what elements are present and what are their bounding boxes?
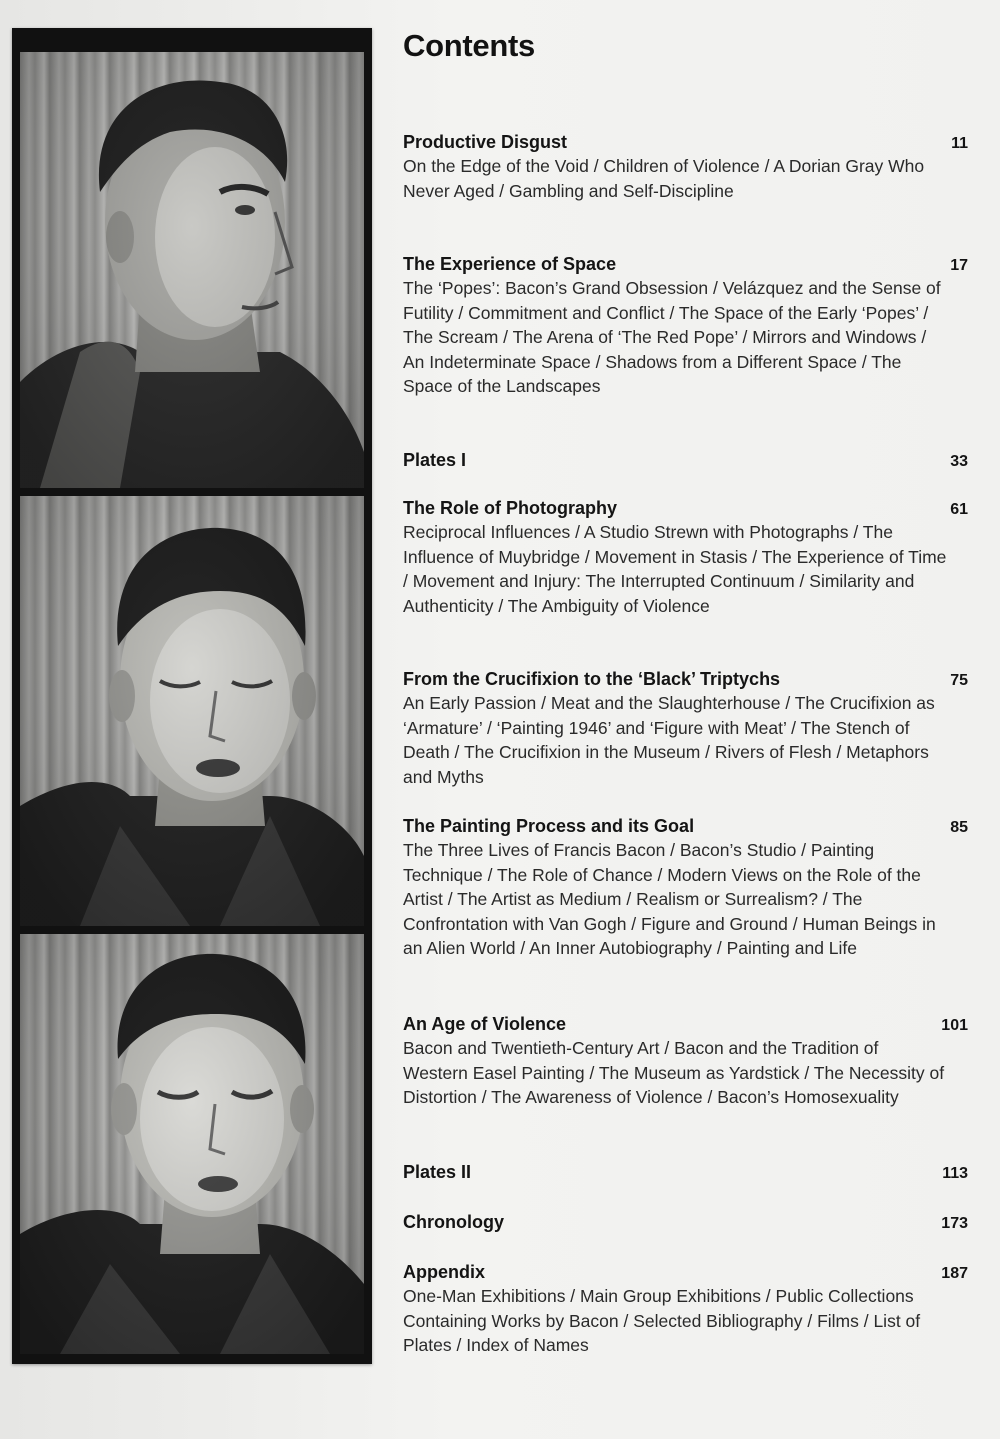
toc-entry xyxy=(403,1212,983,1233)
toc-entry xyxy=(403,1262,983,1358)
toc-entry xyxy=(403,1162,983,1183)
toc-entry-subtitle: An Early Passion / Meat and the Slaughterhouse / The Crucifixion as ‘Armature’ / ‘Painting 1946’ and ‘Figure with Meat’ / The Stench of Death / The Crucifixion in the Museum / Rivers of Flesh / Metaphors and Myths xyxy=(403,693,935,787)
toc-entry-subtitle: The Three Lives of Francis Bacon / Bacon’s Studio / Painting Technique / The Role of Chance / Modern Views on the Role of the Artist / The Artist as Medium / Realism or Surrealism? / The Confrontation with Van Gogh / Figure and Ground / Human Beings in an Alien World / An Inner Autobiography / Painting and Life xyxy=(403,840,936,958)
toc-entry-page: 101 xyxy=(941,1017,968,1034)
toc-entry-subtitle: Bacon and Twentieth-Century Art / Bacon and the Tradition of Western Easel Painting / The Museum as Yardstick / The Necessity of Distortion / The Awareness of Violence / Bacon’s Homosexuality xyxy=(403,1038,945,1107)
toc-entry-title: The Experience of Space xyxy=(403,254,617,274)
toc-entry-page: 61 xyxy=(950,501,968,518)
toc-entry-subtitle: The ‘Popes’: Bacon’s Grand Obsession / Velázquez and the Sense of Futility / Commitment and Conflict / The Space of the Early ‘Popes’ / The Scream / The Arena of ‘The Red Pope’ / Mirrors and Windows / An Indeterminate Space / Shadows from a Different Space / The Space of the Landscapes xyxy=(403,278,941,396)
contents-heading: Contents xyxy=(403,28,535,63)
toc-entry-subtitle: One-Man Exhibitions / Main Group Exhibitions / Public Collections Containing Works by Bacon / Selected Bibliography / Films / List of Plates / Index of Names xyxy=(403,1286,921,1355)
toc-entry xyxy=(403,816,983,961)
toc-entry-page: 17 xyxy=(950,257,968,274)
toc-entry-title: Appendix xyxy=(403,1262,486,1282)
toc-entry xyxy=(403,669,983,789)
toc-entry-title: Plates I xyxy=(403,450,467,470)
toc-entry-title: Productive Disgust xyxy=(403,132,568,152)
toc-entry-page: 187 xyxy=(941,1265,968,1282)
toc-entry xyxy=(403,1014,983,1110)
toc-entry-title: Chronology xyxy=(403,1212,504,1232)
photo-strip xyxy=(12,28,372,1364)
contents-section xyxy=(403,28,983,1355)
photo-portrait-profile xyxy=(20,52,364,488)
toc-entry-title: An Age of Violence xyxy=(403,1014,567,1034)
photo-portrait-frontal xyxy=(20,934,364,1354)
toc-entry-page: 173 xyxy=(941,1215,968,1232)
toc-entry-subtitle: On the Edge of the Void / Children of Violence / A Dorian Gray Who Never Aged / Gambling and Self-Discipline xyxy=(403,156,925,201)
toc-entry-page: 85 xyxy=(950,819,968,836)
toc-entry-title: Plates II xyxy=(403,1162,472,1182)
toc-entry-title: From the Crucifixion to the ‘Black’ Triptychs xyxy=(403,669,781,689)
photo-portrait-eyes-closed xyxy=(20,496,364,926)
toc-entry-page: 75 xyxy=(950,672,968,689)
toc-entry-page: 113 xyxy=(942,1165,968,1182)
toc-entry xyxy=(403,498,983,618)
toc-entry xyxy=(403,450,983,471)
toc-entry-page: 11 xyxy=(951,135,968,152)
toc-entry-subtitle: Reciprocal Influences / A Studio Strewn with Photographs / The Influence of Muybridge / Movement in Stasis / The Experience of Time / Movement and Injury: The Interrupted Continuum / Similarity and Authenticity / The Ambiguity of Violence xyxy=(403,522,947,616)
toc-entry-title: The Role of Photography xyxy=(403,498,617,518)
toc-entry xyxy=(403,254,983,399)
toc-entry-page: 33 xyxy=(950,453,968,470)
toc-entry-title: The Painting Process and its Goal xyxy=(403,816,695,836)
toc-entry xyxy=(403,132,983,203)
